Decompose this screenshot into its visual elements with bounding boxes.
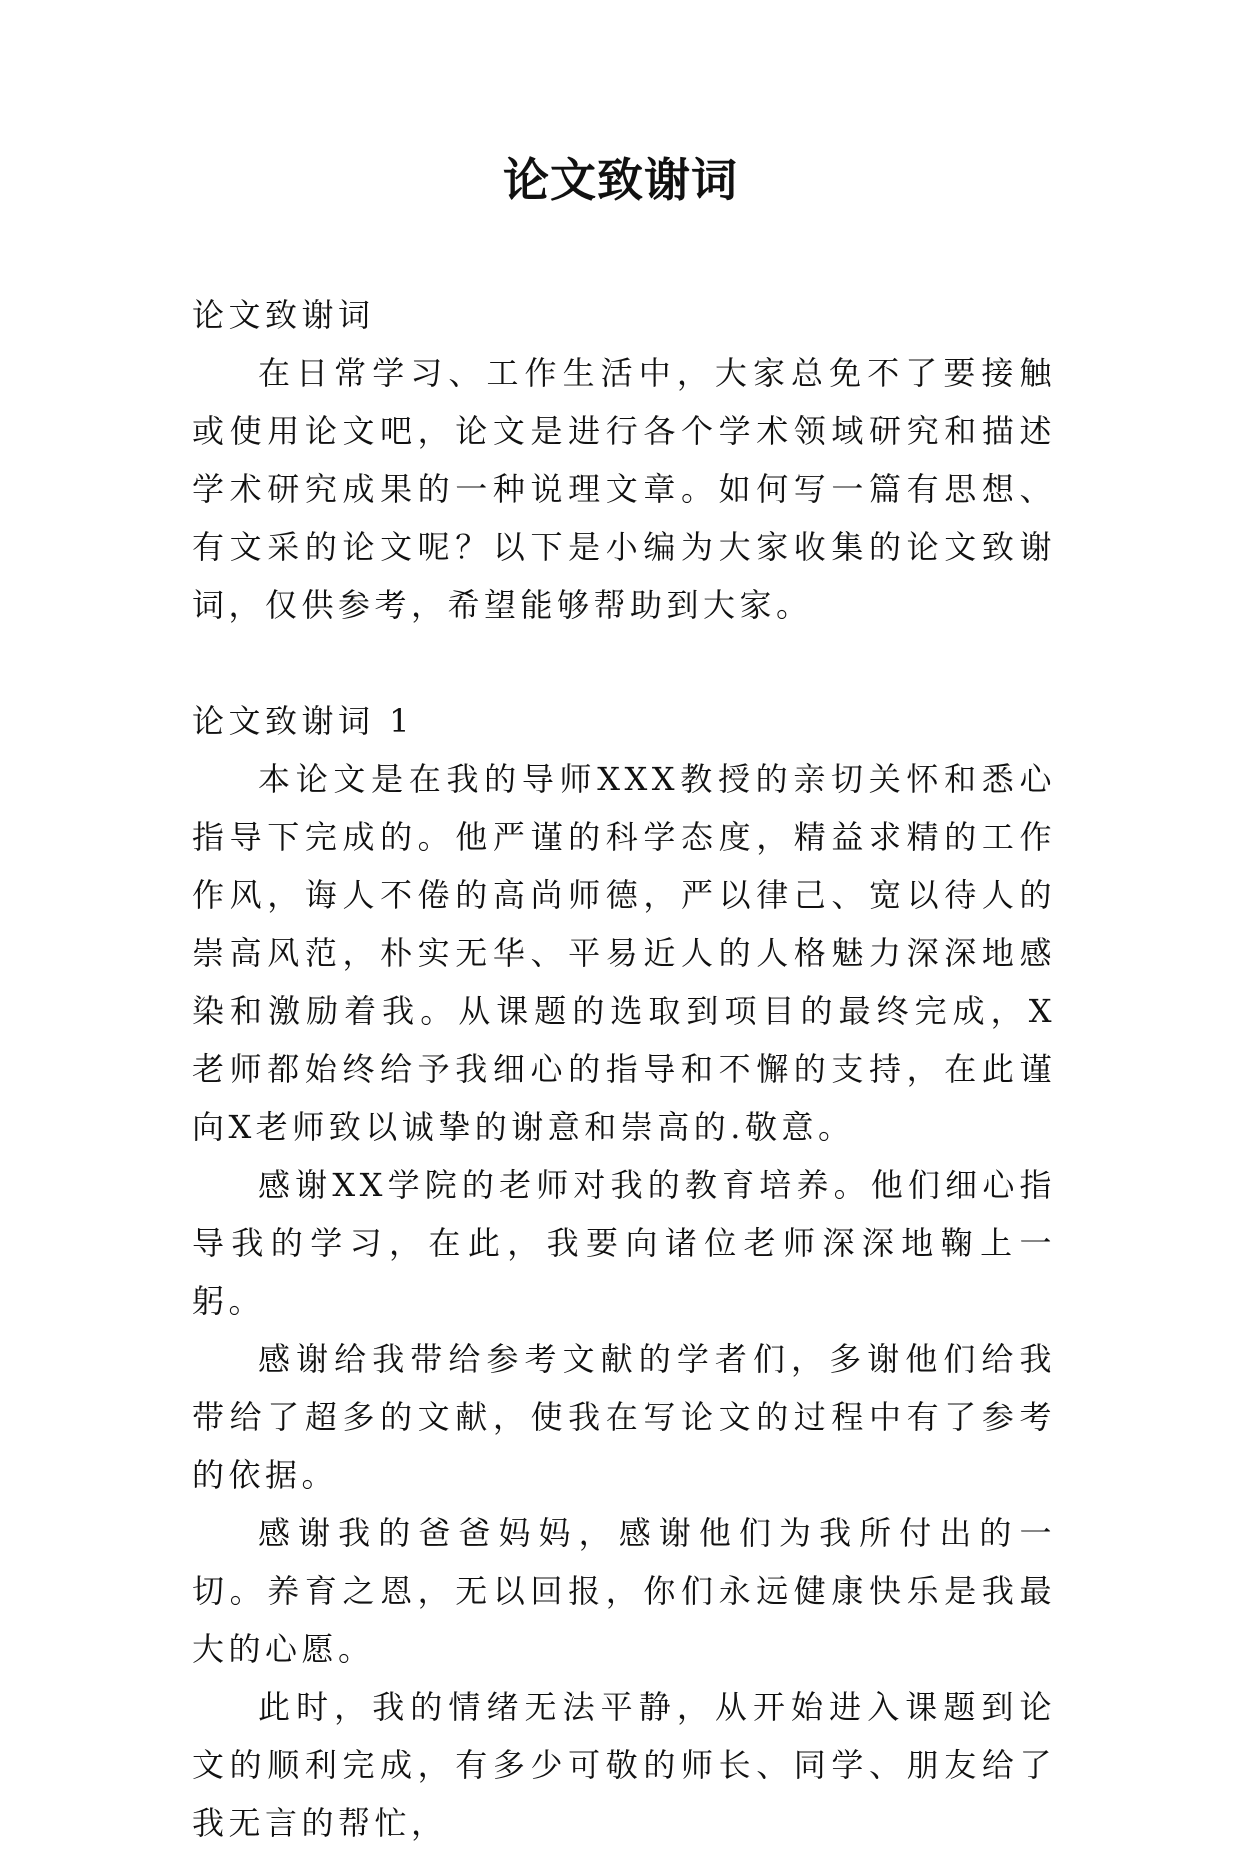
section1-paragraph: 感谢我的爸爸妈妈，感谢他们为我所付出的一切。养育之恩，无以回报，你们永远健康快乐是我最大的心愿。 [192,1514,1056,1668]
section-spacer [192,634,1056,692]
document-title: 论文致谢词 [503,153,738,207]
section1-paragraph: 本论文是在我的导师XXX教授的亲切关怀和悉心指导下完成的。他严谨的科学态度，精益求精的工作作风，诲人不倦的高尚师德，严以律己、宽以待人的崇高风范，朴实无华、平易近人的人格魅力深深地感染和激励着我。从课题的选取到项目的最终完成，X老师都始终给予我细心的指导和不懈的支持，在此谨向X老师致以诚挚的谢意和崇高的.敬意。 [192,760,1056,1146]
intro-paragraph: 在日常学习、工作生活中，大家总免不了要接触或使用论文吧，论文是进行各个学术领域研究和描述学术研究成果的一种说理文章。如何写一篇有思想、有文采的论文呢？以下是小编为大家收集的论文致谢词，仅供参考，希望能够帮助到大家。 [192,354,1056,624]
intro-heading: 论文致谢词 [192,296,375,334]
section1-heading: 论文致谢词 1 [192,702,415,740]
section1-paragraph: 此时，我的情绪无法平静，从开始进入课题到论文的顺利完成，有多少可敬的师长、同学、朋友给了我无言的帮忙， [192,1688,1056,1842]
section1-paragraph: 感谢给我带给参考文献的学者们，多谢他们给我带给了超多的文献，使我在写论文的过程中有了参考的依据。 [192,1340,1056,1494]
document-body [192,286,1056,1852]
section1-paragraph: 感谢XX学院的老师对我的教育培养。他们细心指导我的学习，在此，我要向诸位老师深深地鞠上一躬。 [192,1166,1056,1320]
